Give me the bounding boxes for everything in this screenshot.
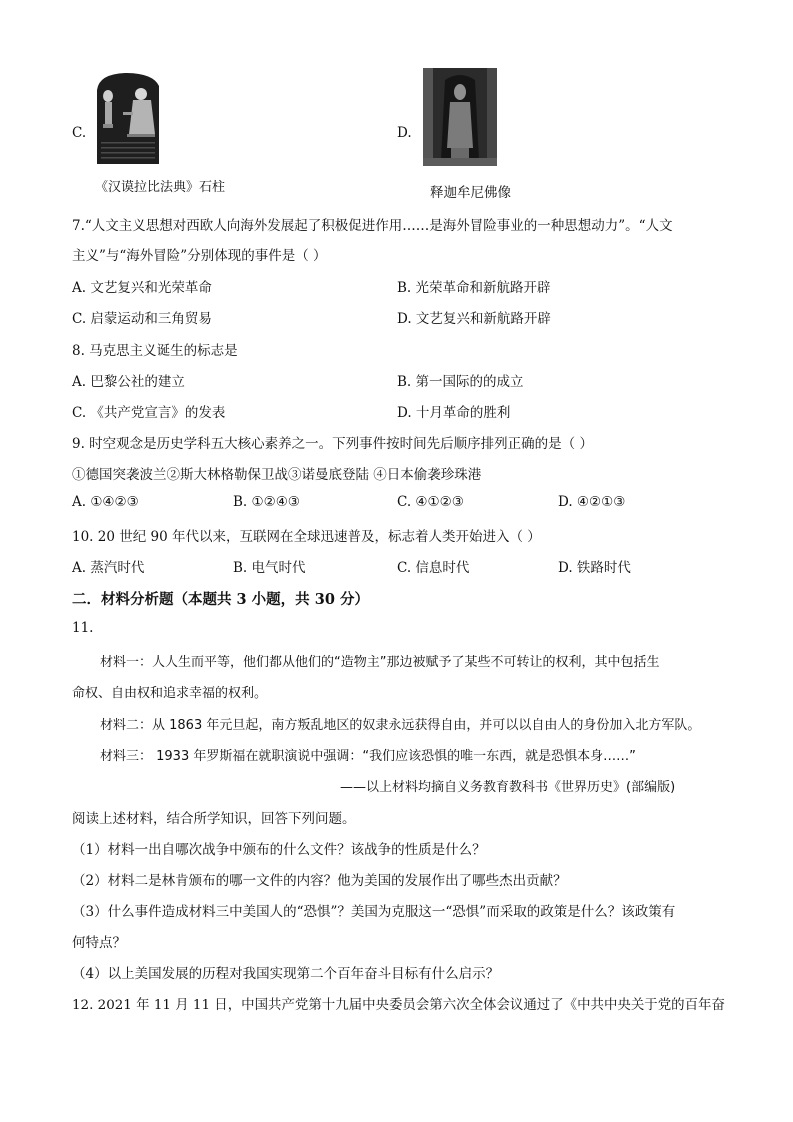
option-d-caption: 释迦牟尼佛像 <box>430 185 511 201</box>
section-heading: 二．材料分析题（本题共 3 小题，共 30 分） <box>72 591 369 608</box>
q8-option-b: B. 第一国际的的成立 <box>397 374 524 390</box>
q10-stem: 10. 20 世纪 90 年代以来，互联网在全球迅速普及，标志着人类开始进入（ ） <box>72 529 541 545</box>
q10-option-d: D. 铁路时代 <box>558 560 631 576</box>
q9-option-a: A. ①④②③ <box>72 494 139 510</box>
q8-option-d: D. 十月革命的胜利 <box>397 405 511 421</box>
q11-subquestion-3-line1: （3）什么事件造成材料三中美国人的“恐惧”？美国为克服这一“恐惧”而采取的政策是什么？该政策有 <box>72 904 676 920</box>
q9-option-c: C. ④①②③ <box>397 494 464 510</box>
hammurabi-stele-photo <box>95 72 161 164</box>
q9-option-b: B. ①②④③ <box>233 494 300 510</box>
q11-material1-line2: 命权、自由权和追求幸福的权利。 <box>72 686 268 701</box>
q10-option-a: A. 蒸汽时代 <box>72 560 145 576</box>
q11-instruction: 阅读上述材料，结合所学知识，回答下列问题。 <box>72 811 356 827</box>
q11-subquestion-2: （2）材料二是林肯颁布的哪一文件的内容？他为美国的发展作出了哪些杰出贡献？ <box>72 873 567 889</box>
q11-material2: 材料二：从 1863 年元旦起，南方叛乱地区的奴隶永远获得自由，并可以以自由人的身份加入北方军队。 <box>100 718 701 733</box>
q9-stem: 9. 时空观念是历史学科五大核心素养之一。下列事件按时间先后顺序排列正确的是（ ） <box>72 436 593 452</box>
q8-option-c: C. 《共产党宣言》的发表 <box>72 405 226 421</box>
q7-option-a: A. 文艺复兴和光荣革命 <box>72 280 212 296</box>
q7-stem-line1: 7.“人文主义思想对西欧人向海外发展起了积极促进作用……是海外冒险事业的一种思想动力”。“人文 <box>72 218 673 234</box>
q10-option-b: B. 电气时代 <box>233 560 306 576</box>
buddha-statue-image <box>423 68 497 166</box>
hammurabi-stele-image <box>95 72 161 164</box>
q11-material3: 材料三： 1933 年罗斯福在就职演说中强调：“我们应该恐惧的唯一东西，就是恐惧本身……” <box>100 749 636 764</box>
q9-option-d: D. ④②①③ <box>558 494 626 510</box>
q9-items: ①德国突袭波兰②斯大林格勒保卫战③诺曼底登陆 ④日本偷袭珍珠港 <box>72 467 482 483</box>
q11-material1-line1: 材料一：人人生而平等，他们都从他们的“造物主”那边被赋予了某些不可转让的权利，其中包括生 <box>100 655 660 670</box>
q7-option-c: C. 启蒙运动和三角贸易 <box>72 311 212 327</box>
q11-subquestion-1: （1）材料一出自哪次战争中颁布的什么文件？该战争的性质是什么？ <box>72 842 486 858</box>
q8-stem: 8. 马克思主义诞生的标志是 <box>72 343 238 359</box>
buddha-statue-photo <box>423 68 497 166</box>
q11-source: ——以上材料均摘自义务教育教科书《世界历史》(部编版) <box>340 780 676 795</box>
q11-number: 11. <box>72 620 94 636</box>
option-c-caption: 《汉谟拉比法典》石柱 <box>95 180 226 195</box>
option-d-label: D. <box>397 125 412 141</box>
q7-stem-line2: 主义”与“海外冒险”分别体现的事件是（ ） <box>72 248 327 264</box>
q8-option-a: A. 巴黎公社的建立 <box>72 374 185 390</box>
q7-option-d: D. 文艺复兴和新航路开辟 <box>397 311 551 327</box>
option-c-label: C. <box>72 125 87 141</box>
q12-stem: 12. 2021 年 11 月 11 日，中国共产党第十九届中央委员会第六次全体会议通过了《中共中央关于党的百年奋 <box>72 998 725 1013</box>
q10-option-c: C. 信息时代 <box>397 560 470 576</box>
q11-subquestion-4: （4）以上美国发展的历程对我国实现第二个百年奋斗目标有什么启示？ <box>72 966 500 982</box>
q11-subquestion-3-line2: 何特点？ <box>72 935 126 951</box>
q7-option-b: B. 光荣革命和新航路开辟 <box>397 280 551 296</box>
